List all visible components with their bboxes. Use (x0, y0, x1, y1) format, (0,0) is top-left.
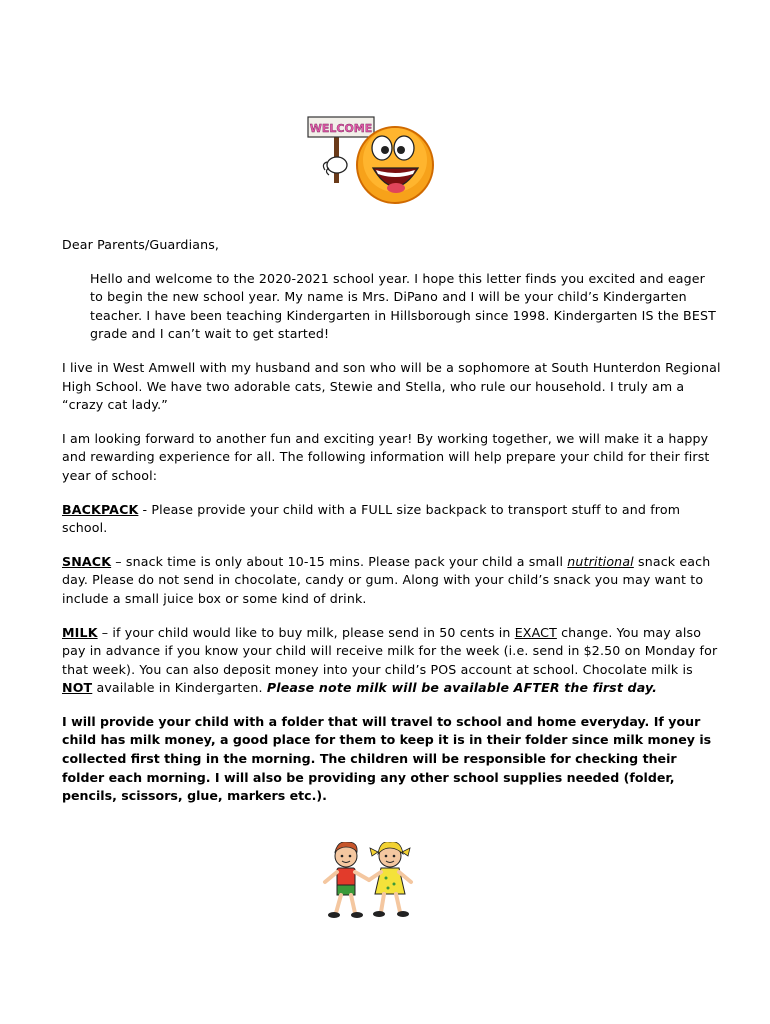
kids-holding-hands-icon (320, 842, 420, 924)
snack-paragraph (62, 553, 722, 609)
backpack-paragraph (62, 501, 722, 538)
sign-text: WELCOME (309, 122, 373, 135)
backpack-label: BACKPACK (62, 501, 139, 517)
snack-text-before: – snack time is only about 10-15 mins. Please pack your child a small (111, 553, 568, 569)
letter-body (62, 236, 722, 821)
snack-label: SNACK (62, 553, 112, 569)
welcome-sign-smiley-icon (300, 110, 450, 215)
snack-emphasis: nutritional (567, 553, 634, 569)
milk-note: Please note milk will be available AFTER the first day. (266, 680, 658, 696)
milk-paragraph (62, 624, 722, 698)
backpack-text: - Please provide your child with a FULL size backpack to transport stuff to and from school. (62, 501, 681, 536)
folder-paragraph: I will provide your child with a folder that will travel to school and home everyday. If your child has milk money, a good place for them to keep it is in their folder since milk money is collected first thing in the morning. The children will be responsible for checking their folder each morning. I will also be providing any other school supplies needed (folder, pencils, scissors, glue, markers etc.). (62, 713, 712, 804)
milk-label: MILK (62, 624, 98, 640)
greeting: Dear Parents/Guardians, (62, 237, 220, 252)
milk-text-2: change. You may also pay in advance if you know your child will receive milk for the week (i.e. send in $2.50 on Monday for that week). You can also deposit money into your child’s POS account at school. Chocolate milk is (62, 624, 718, 677)
milk-text-3: available in Kindergarten. (92, 680, 267, 696)
snack-text-after: snack each day. Please do not send in chocolate, candy or gum. Along with your child’s snack you may want to include a small juice box or some kind of drink. (62, 553, 711, 606)
milk-exact: EXACT (514, 624, 557, 640)
forward-paragraph: I am looking forward to another fun and exciting year! By working together, we will make it a happy and rewarding experience for all. The following information will help prepare your child for their first year of school: (62, 430, 710, 483)
milk-text-1: – if your child would like to buy milk, please send in 50 cents in (97, 624, 515, 640)
milk-not: NOT (62, 680, 93, 696)
about-paragraph: I live in West Amwell with my husband and son who will be a sophomore at South Hunterdon Regional High School. We have two adorable cats, Stewie and Stella, who rule our household. I truly am a “crazy cat lady.” (62, 359, 721, 413)
intro-paragraph: Hello and welcome to the 2020-2021 school year. I hope this letter finds you excited and eager to begin the new school year. My name is Mrs. DiPano and I will be your child’s Kindergarten teacher. I have been teaching Kindergarten in Hillsborough since 1998. Kindergarten IS the BEST grade and I can’t wait to get started! (90, 270, 716, 342)
